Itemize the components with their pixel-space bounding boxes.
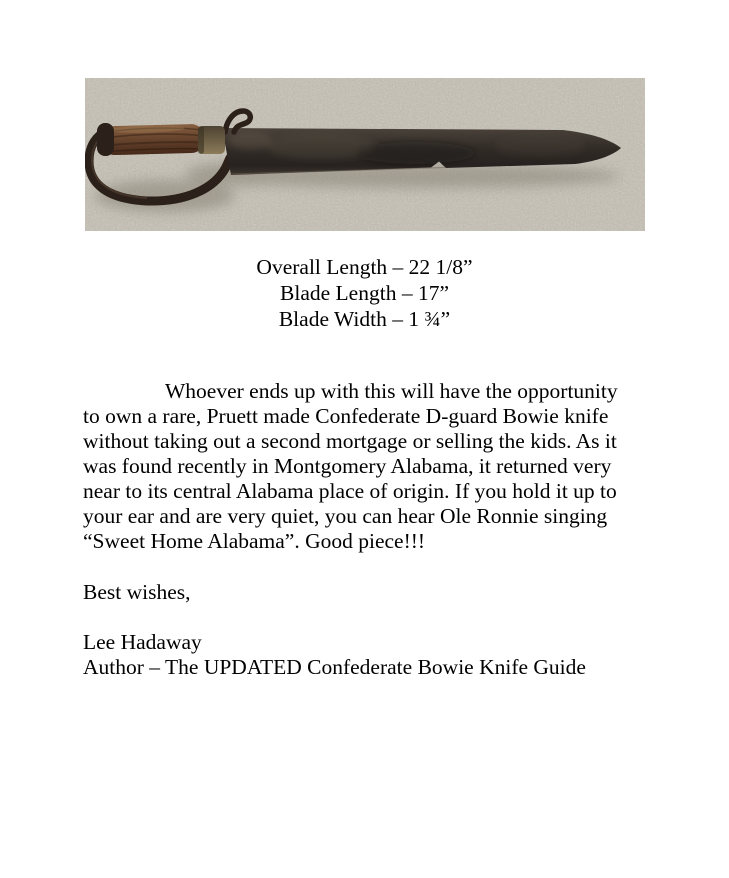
measurements-block [0, 254, 729, 332]
measurement-blade-length: Blade Length – 17” [280, 281, 449, 305]
document-page [0, 78, 729, 878]
knife-photo [85, 78, 645, 231]
signature-title: Author – The UPDATED Confederate Bowie Knife Guide [83, 655, 586, 679]
ferrule-shading [198, 126, 204, 154]
description-paragraph: Whoever ends up with this will have the opportunity to own a rare, Pruett made Confederate D-guard Bowie knife without taking out a second mortgage or selling the kids. As it was found recently in Montgomery Alabama, it returned very near to its central Alabama place of origin. If you hold it up to your ear and are very quiet, you can hear Ole Ronnie singing “Sweet Home Alabama”. Good piece!!! [83, 379, 618, 553]
measurement-overall-length: Overall Length – 22 1/8” [256, 255, 473, 279]
pommel-wrap [97, 123, 114, 156]
closing-line: Best wishes, [83, 580, 191, 604]
wooden-handle [101, 124, 206, 156]
signature-name: Lee Hadaway [83, 630, 202, 654]
knife-photo-graphic [85, 78, 645, 231]
measurement-blade-width: Blade Width – 1 ¾” [278, 307, 451, 331]
